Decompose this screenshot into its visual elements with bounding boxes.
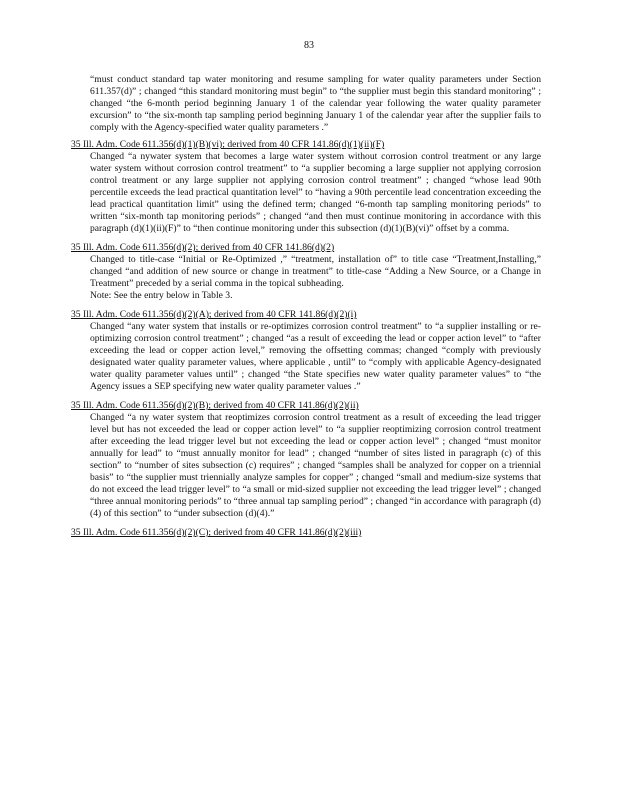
intro-block	[71, 74, 541, 134]
intro-text: “must conduct standard tap water monitoring and resume sampling for water quality parameters under Section 611.357(d)” ; changed “this standard monitoring must begin” to “the supplier must begin this standard monitoring” ; changed “the 6-month period beginning January 1 of the calendar year following the water quality parameter excursion” to “the six-month tap sampling period beginning January 1 of the calendar year after the supplier fails to comply with the Agency-specified water quality parameters .”	[90, 74, 541, 133]
entry-block	[71, 400, 541, 520]
document-content	[71, 74, 541, 546]
entry-text: Changed “a ny water system that reoptimizes corrosion control treatment as a result of exceeding the lead trigger level but has not exceeded the lead or copper action level” to “a supplier reoptimizing corrosion control treatment after exceeding the lead trigger level but not exceeding the lead or copper action level” ; changed “must monitor annually for lead” to “must annually monitor for lead” ; changed “number of sites listed in paragraph (c) of this section” to “number of sites subsection (c) requires” ; changed “samples shall be analyzed for copper on a triennial basis” to “the supplier must triennially analyze samples for copper” ; changed “small and medium-size systems that do not exceed the lead trigger level” to “a small or mid-sized supplier not exceeding the lead trigger level” ; changed “three annual monitoring periods” to “three annual tap sampling period” ; changed “in accordance with paragraph (d)(4) of this section” to “under subsection (d)(4).”	[90, 412, 541, 519]
entry-heading: 35 Ill. Adm. Code 611.356(d)(2)(B); derived from 40 CFR 141.86(d)(2)(ii)	[71, 400, 359, 411]
entry-text: Changed “any water system that installs or re-optimizes corrosion control treatment” to “a supplier installing or re-optimizing corrosion control treatment” ; changed “as a result of exceeding the lead or copper action level” to “after exceeding the lead or copper action level,” removing the offsetting commas; changed “comply with previously designated water quality parameter values, where applicable , until” to “comply with applicable Agency-designated water quality parameter values until” ; changed “the State specifies new water quality parameter values” to “the Agency issues a SEP specifying new water quality parameter values .”	[90, 321, 541, 392]
entry-heading: 35 Ill. Adm. Code 611.356(d)(2)(A); derived from 40 CFR 141.86(d)(2)(i)	[71, 309, 357, 320]
entry-heading: 35 Ill. Adm. Code 611.356(d)(1)(B)(vi); derived from 40 CFR 141.86(d)(1)(ii)(F)	[71, 139, 385, 150]
entry-heading: 35 Ill. Adm. Code 611.356(d)(2); derived from 40 CFR 141.86(d)(2)	[71, 242, 335, 253]
entry-text: Changed “a nywater system that becomes a large water system without corrosion control treatment or any large water system without corrosion control treatment” to “a supplier becoming a large supplier not applying corrosion control treatment or any large supplier not applying corrosion control treatment” ; changed “whose lead 90th percentile exceeds the lead practical quantitation level” to “having a 90th percentile lead concentration exceeding the lead practical quantitation limit” using the defined term; changed “6-month tap sampling monitoring periods” to written “six-month tap monitoring periods” ; changed “and then must continue monitoring in accordance with this paragraph (d)(1)(ii)(F)” to “then continue monitoring under this subsection (d)(1)(B)(vi)” offset by a comma.	[90, 151, 541, 234]
entry-block	[71, 309, 541, 393]
entry-note: Note: See the entry below in Table 3.	[90, 290, 233, 301]
entry-heading: 35 Ill. Adm. Code 611.356(d)(2)(C); derived from 40 CFR 141.86(d)(2)(iii)	[71, 527, 362, 538]
page-number: 83	[304, 40, 314, 51]
entry-block	[71, 139, 541, 235]
entry-block	[71, 242, 541, 302]
entry-text: Changed to title-case “Initial or Re-Optimized ,” “treatment, installation of” to title case “Treatment,Installing,” changed “and addition of new source or change in treatment” to title-case “Adding a New Source, or a Change in Treatment” preceded by a serial comma in the topical subheading.	[90, 254, 541, 289]
entry-block	[71, 527, 541, 539]
